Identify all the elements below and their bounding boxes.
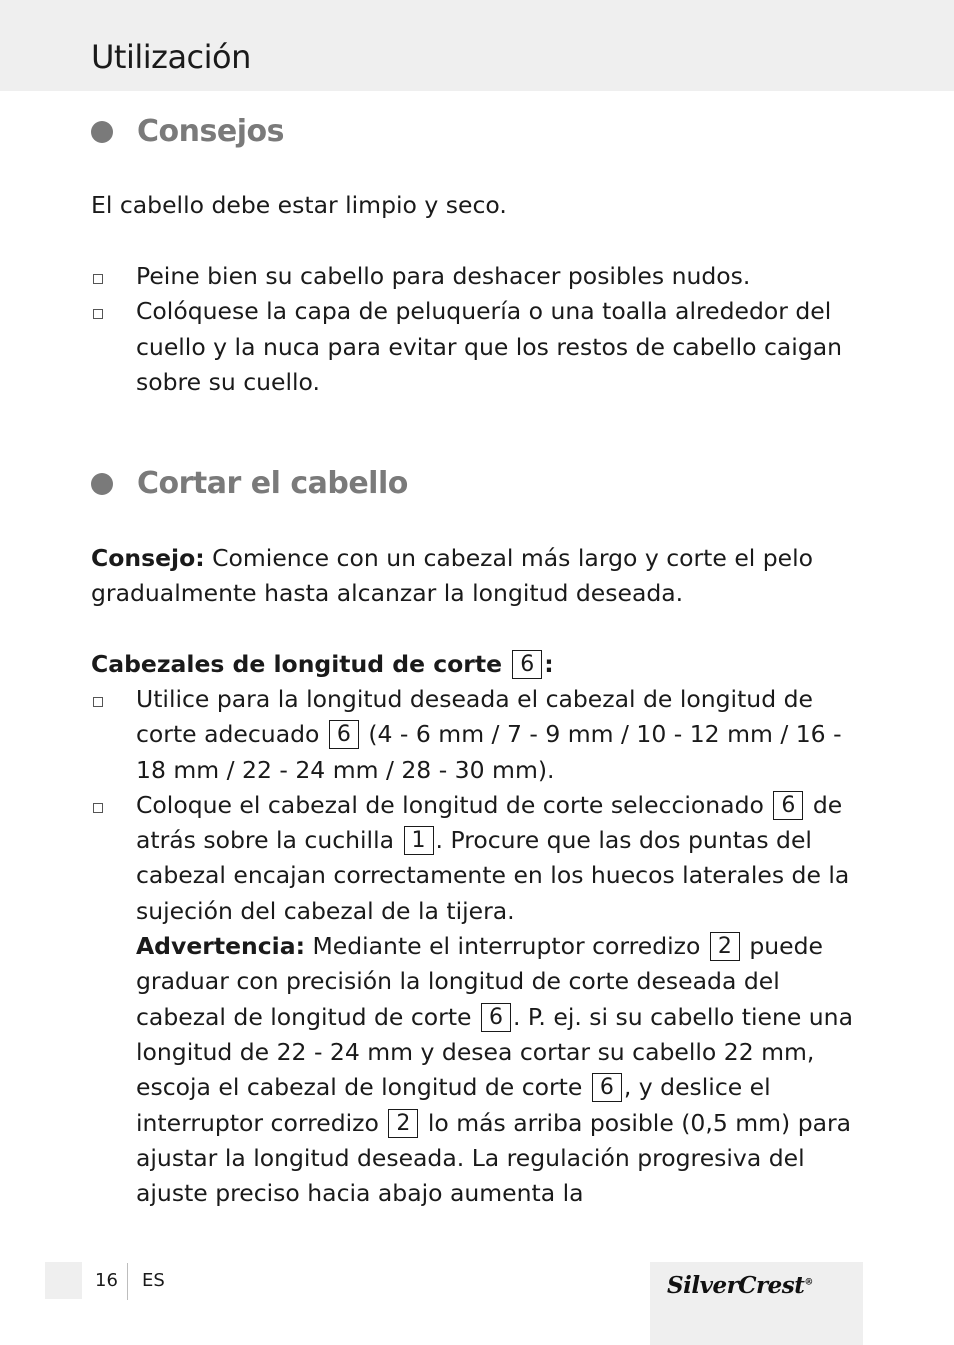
reference-number: 6: [773, 791, 803, 820]
consejos-list: [91, 259, 871, 400]
tip-paragraph: [91, 541, 871, 612]
brand-name: SilverCrest: [667, 1272, 805, 1299]
warning-text: . P. ej. si su cabello tiene una longitud de 22 - 24 mm y desea cortar su cabello 22 mm, escoja el cabezal de longitud de corte: [136, 1002, 853, 1102]
list-item: [91, 259, 871, 294]
list-item: [91, 294, 871, 400]
item-text: . Procure que las dos puntas del cabezal encajan correctamente en los huecos laterales de la sujeción del cabezal de la tijera.: [136, 826, 850, 925]
checkbox-square-icon: [93, 697, 103, 707]
warning-paragraph: [136, 929, 871, 1211]
footer-square: [45, 1262, 82, 1299]
item-text: Utilice para la longitud deseada el cabezal de longitud de corte adecuado: [136, 685, 813, 749]
bullet-dot-icon: [91, 473, 113, 495]
bullet-dot-icon: [91, 121, 113, 143]
reference-number: 6: [481, 1003, 511, 1032]
subheading-colon: :: [544, 650, 554, 678]
section-heading-consejos: [91, 114, 284, 149]
checkbox-square-icon: [93, 309, 103, 319]
checkbox-square-icon: [93, 274, 103, 284]
warning-text: puede graduar con precisión la longitud de corte deseada del cabezal de longitud de corte: [136, 932, 824, 1031]
intro-paragraph: El cabello debe estar limpio y seco.: [91, 191, 507, 219]
warning-label: Advertencia:: [136, 932, 305, 961]
warning-text: lo más arriba posible (0,5 mm) para ajustar la longitud deseada. La regulación progresiva del ajuste preciso hacia abajo aumenta la: [136, 1108, 852, 1208]
list-item-text: Peine bien su cabello para deshacer posibles nudos.: [136, 262, 751, 290]
section-heading-text: Consejos: [137, 114, 284, 149]
item-text: (4 - 6 mm / 7 - 9 mm / 10 - 12 mm / 16 - 18 mm / 22 - 24 mm / 28 - 30 mm).: [136, 720, 842, 784]
list-item: [91, 788, 871, 1212]
list-item-text: Colóquese la capa de peluquería o una toalla alrededor del cuello y la nuca para evitar que los restos de cabello caigan sobre su cuello.: [136, 297, 843, 396]
brand-logo: [650, 1262, 863, 1345]
list-item: [91, 682, 871, 788]
brand-logo-text: [667, 1272, 813, 1299]
item-text: de atrás sobre la cuchilla: [136, 790, 843, 855]
checkbox-square-icon: [93, 803, 103, 813]
section-heading-cortar: [91, 466, 408, 501]
reference-number: 6: [592, 1073, 622, 1102]
warning-text: , y deslice el interruptor corredizo: [136, 1073, 771, 1137]
footer-divider: [127, 1263, 128, 1300]
language-code: ES: [142, 1270, 165, 1291]
page-number: 16: [95, 1270, 118, 1291]
item-text: Coloque el cabezal de longitud de corte seleccionado: [136, 790, 764, 819]
tip-text: Comience con un cabezal más largo y corte el pelo gradualmente hasta alcanzar la longitud deseada.: [91, 544, 814, 608]
reference-number: 2: [388, 1109, 418, 1138]
reference-number: 6: [512, 650, 542, 679]
tip-label: Consejo:: [91, 544, 205, 572]
cutting-heads-subheading: [91, 647, 871, 682]
cortar-list: [91, 682, 871, 1211]
warning-text: Mediante el interruptor corredizo: [305, 932, 701, 961]
subheading-text: Cabezales de longitud de corte: [91, 650, 503, 678]
registered-mark: ®: [804, 1277, 813, 1288]
reference-number: 2: [710, 932, 740, 961]
reference-number: 6: [329, 720, 359, 749]
section-heading-text: Cortar el cabello: [137, 466, 408, 501]
page-title: Utilización: [91, 38, 251, 76]
reference-number: 1: [404, 826, 434, 855]
